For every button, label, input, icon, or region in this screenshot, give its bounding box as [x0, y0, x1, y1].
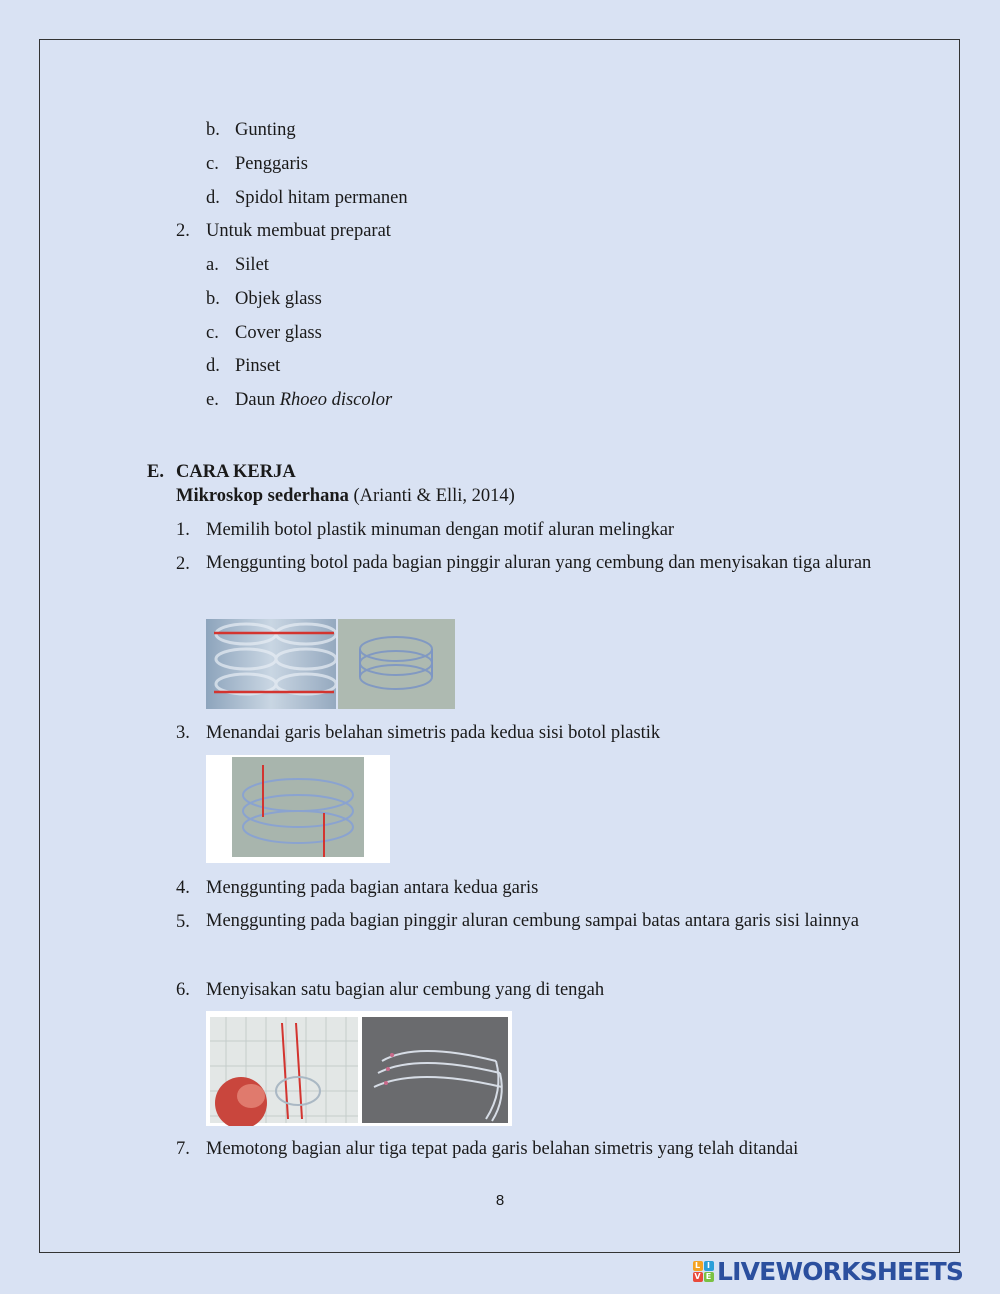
step-marker: 6.	[176, 980, 190, 1000]
step-marker: 1.	[176, 520, 190, 540]
step-text: Menggunting botol pada bagian pinggir aluran yang cembung dan menyisakan tiga aluran	[206, 553, 872, 573]
subtitle-bold: Mikroskop sederhana	[176, 486, 349, 506]
bottle-symmetry-photo	[206, 755, 390, 863]
list-marker: a.	[206, 255, 219, 275]
section-title: CARA KERJA	[176, 462, 296, 482]
step-text: Menandai garis belahan simetris pada kedua sisi botol plastik	[206, 723, 661, 743]
list-marker: d.	[206, 356, 220, 376]
step-marker: 5.	[176, 912, 190, 932]
subtitle-reference: (Arianti & Elli, 2014)	[348, 486, 515, 506]
list-text: Untuk membuat preparat	[206, 221, 391, 241]
bottle-marked-photo	[206, 619, 336, 709]
list-marker: 2.	[176, 221, 190, 241]
species-name: Rhoeo discolor	[279, 390, 393, 410]
page-number: 8	[495, 1192, 505, 1209]
section-marker: E.	[147, 462, 164, 482]
list-text-plain: Daun	[235, 390, 280, 410]
step-text: Menggunting pada bagian antara kedua garis	[206, 878, 539, 898]
logo-letter: I	[704, 1261, 714, 1271]
list-marker: b.	[206, 289, 220, 309]
liveworksheets-logo-icon	[692, 1260, 714, 1282]
brand-text: LIVEWORKSHEETS	[717, 1256, 964, 1286]
step-text: Menggunting pada bagian pinggir aluran cembung sampai batas antara garis sisi lainnya	[206, 911, 859, 931]
list-text: Penggaris	[235, 154, 308, 174]
logo-letter: L	[693, 1261, 703, 1271]
list-text: Objek glass	[235, 289, 322, 309]
logo-letter: V	[694, 1272, 701, 1281]
list-marker: b.	[206, 120, 220, 140]
list-marker: c.	[206, 323, 219, 343]
step-marker: 7.	[176, 1139, 190, 1159]
list-marker: c.	[206, 154, 219, 174]
list-text: Spidol hitam permanen	[235, 188, 408, 208]
list-text: Silet	[235, 255, 269, 275]
step-marker: 3.	[176, 723, 190, 743]
step-marker: 2.	[176, 554, 190, 574]
list-text	[235, 389, 392, 411]
logo-letter: E	[704, 1272, 714, 1282]
step-marker: 4.	[176, 878, 190, 898]
cut-ring-photos	[206, 1011, 512, 1126]
list-marker: d.	[206, 188, 220, 208]
bottle-rings-photo	[338, 619, 455, 709]
liveworksheets-brand[interactable]	[692, 1256, 963, 1286]
step-text: Memotong bagian alur tiga tepat pada garis belahan simetris yang telah ditandai	[206, 1139, 799, 1159]
list-text: Gunting	[235, 120, 296, 140]
list-text: Cover glass	[235, 323, 322, 343]
list-marker: e.	[206, 390, 219, 410]
step-text: Menyisakan satu bagian alur cembung yang di tengah	[206, 980, 605, 1000]
step-text: Memilih botol plastik minuman dengan motif aluran melingkar	[206, 520, 675, 540]
list-text: Pinset	[235, 356, 281, 376]
